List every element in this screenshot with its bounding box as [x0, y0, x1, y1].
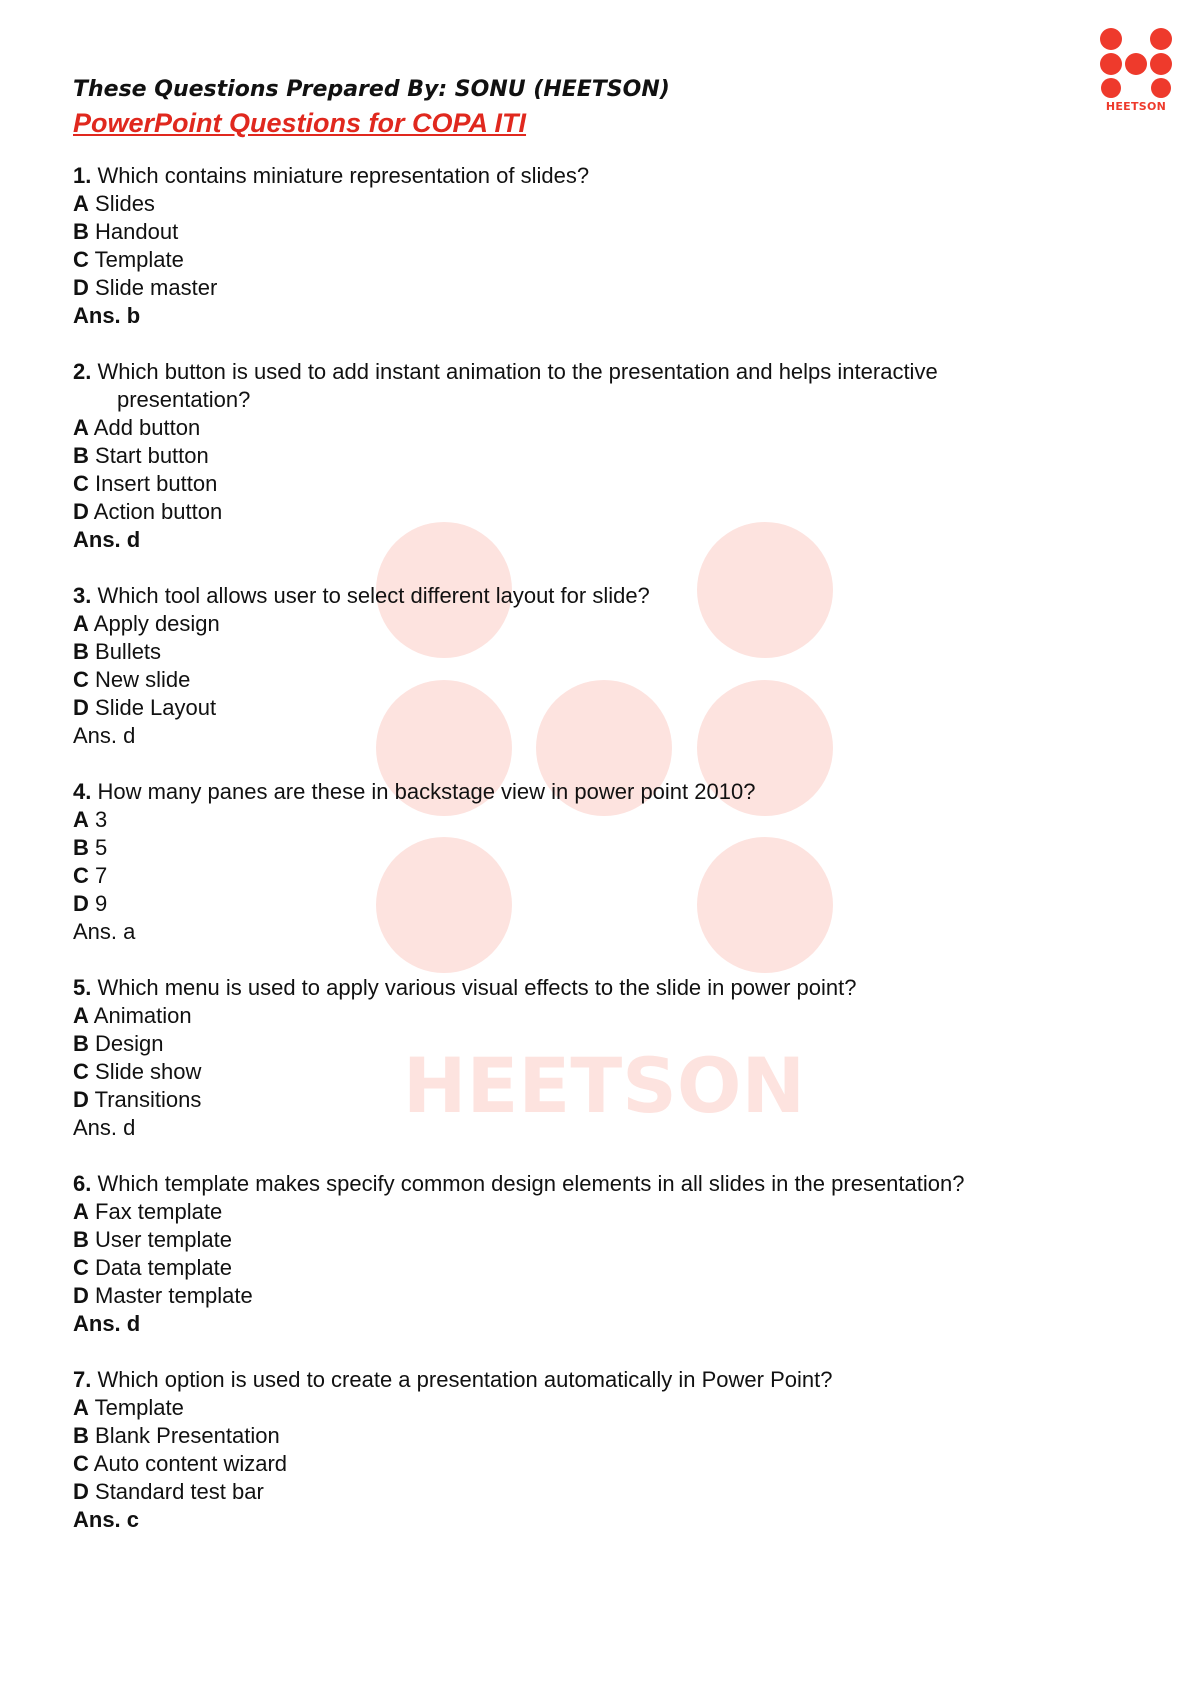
- question-number: 1.: [73, 163, 92, 188]
- question-text: [73, 358, 1077, 414]
- option-c: C Template: [73, 247, 184, 272]
- question-4: [73, 778, 1133, 946]
- question-1: [73, 162, 1133, 330]
- option-a: A Add button: [73, 415, 201, 440]
- document-body: [73, 74, 1133, 1534]
- question-label: Which contains miniature representation of slides?: [97, 163, 590, 188]
- option-c: C 7: [73, 863, 108, 888]
- watermark-text: HEETSON: [402, 1041, 806, 1130]
- question-label: Which template makes specify common design elements in all slides in the presentation?: [97, 1171, 965, 1196]
- question-6: [73, 1170, 1133, 1338]
- option-b: B 5: [73, 835, 108, 860]
- question-text: [73, 1366, 1133, 1394]
- option-a: A Template: [73, 1395, 184, 1420]
- option-b: B Start button: [73, 443, 209, 468]
- answer: Ans. a: [73, 919, 136, 944]
- option-d: D Slide Layout: [73, 695, 217, 720]
- question-label: How many panes are these in backstage view in power point 2010?: [97, 779, 756, 804]
- question-label: Which option is used to create a presentation automatically in Power Point?: [97, 1367, 833, 1392]
- option-a: A 3: [73, 807, 108, 832]
- answer: Ans. d: [73, 723, 136, 748]
- answer: Ans. c: [73, 1507, 140, 1532]
- question-number: 5.: [73, 975, 92, 1000]
- question-label: Which button is used to add instant animation to the presentation and helps interactive presentation?: [97, 359, 938, 412]
- option-c: C Slide show: [73, 1059, 202, 1084]
- question-text: [73, 1170, 1133, 1198]
- question-number: 3.: [73, 583, 92, 608]
- question-label: Which menu is used to apply various visual effects to the slide in power point?: [97, 975, 857, 1000]
- heetson-logo: [1090, 22, 1182, 122]
- option-a: A Animation: [73, 1003, 192, 1028]
- question-number: 6.: [73, 1171, 92, 1196]
- option-a: A Slides: [73, 191, 155, 216]
- option-c: C Insert button: [73, 471, 218, 496]
- option-d: D Standard test bar: [73, 1479, 264, 1504]
- dots-logo-icon: [1090, 22, 1182, 98]
- option-d: D 9: [73, 891, 108, 916]
- answer: Ans. d: [73, 1311, 141, 1336]
- option-b: B Handout: [73, 219, 179, 244]
- option-b: B Blank Presentation: [73, 1423, 280, 1448]
- question-text: [73, 162, 1133, 190]
- question-7: [73, 1366, 1133, 1534]
- logo-text: HEETSON: [1105, 100, 1167, 113]
- option-b: B Design: [73, 1031, 164, 1056]
- option-c: C New slide: [73, 667, 191, 692]
- question-number: 7.: [73, 1367, 92, 1392]
- option-d: D Transitions: [73, 1087, 202, 1112]
- prepared-by: These Questions Prepared By: SONU (HEETSON): [73, 77, 670, 102]
- question-number: 4.: [73, 779, 92, 804]
- option-d: D Master template: [73, 1283, 253, 1308]
- answer: Ans. d: [73, 527, 141, 552]
- document-title: PowerPoint Questions for COPA ITI: [73, 108, 527, 138]
- question-label: Which tool allows user to select different layout for slide?: [97, 583, 650, 608]
- option-c: C Data template: [73, 1255, 232, 1280]
- question-3: [73, 582, 1133, 750]
- question-text: [73, 974, 1133, 1002]
- question-text: [73, 582, 1133, 610]
- option-d: D Action button: [73, 499, 223, 524]
- option-c: C Auto content wizard: [73, 1451, 288, 1476]
- question-text: [73, 778, 1133, 806]
- question-5: [73, 974, 1133, 1142]
- option-a: A Fax template: [73, 1199, 223, 1224]
- question-2: [73, 358, 1133, 554]
- question-number: 2.: [73, 359, 92, 384]
- answer: Ans. d: [73, 1115, 136, 1140]
- option-b: B User template: [73, 1227, 232, 1252]
- option-d: D Slide master: [73, 275, 218, 300]
- option-b: B Bullets: [73, 639, 162, 664]
- option-a: A Apply design: [73, 611, 220, 636]
- answer: Ans. b: [73, 303, 141, 328]
